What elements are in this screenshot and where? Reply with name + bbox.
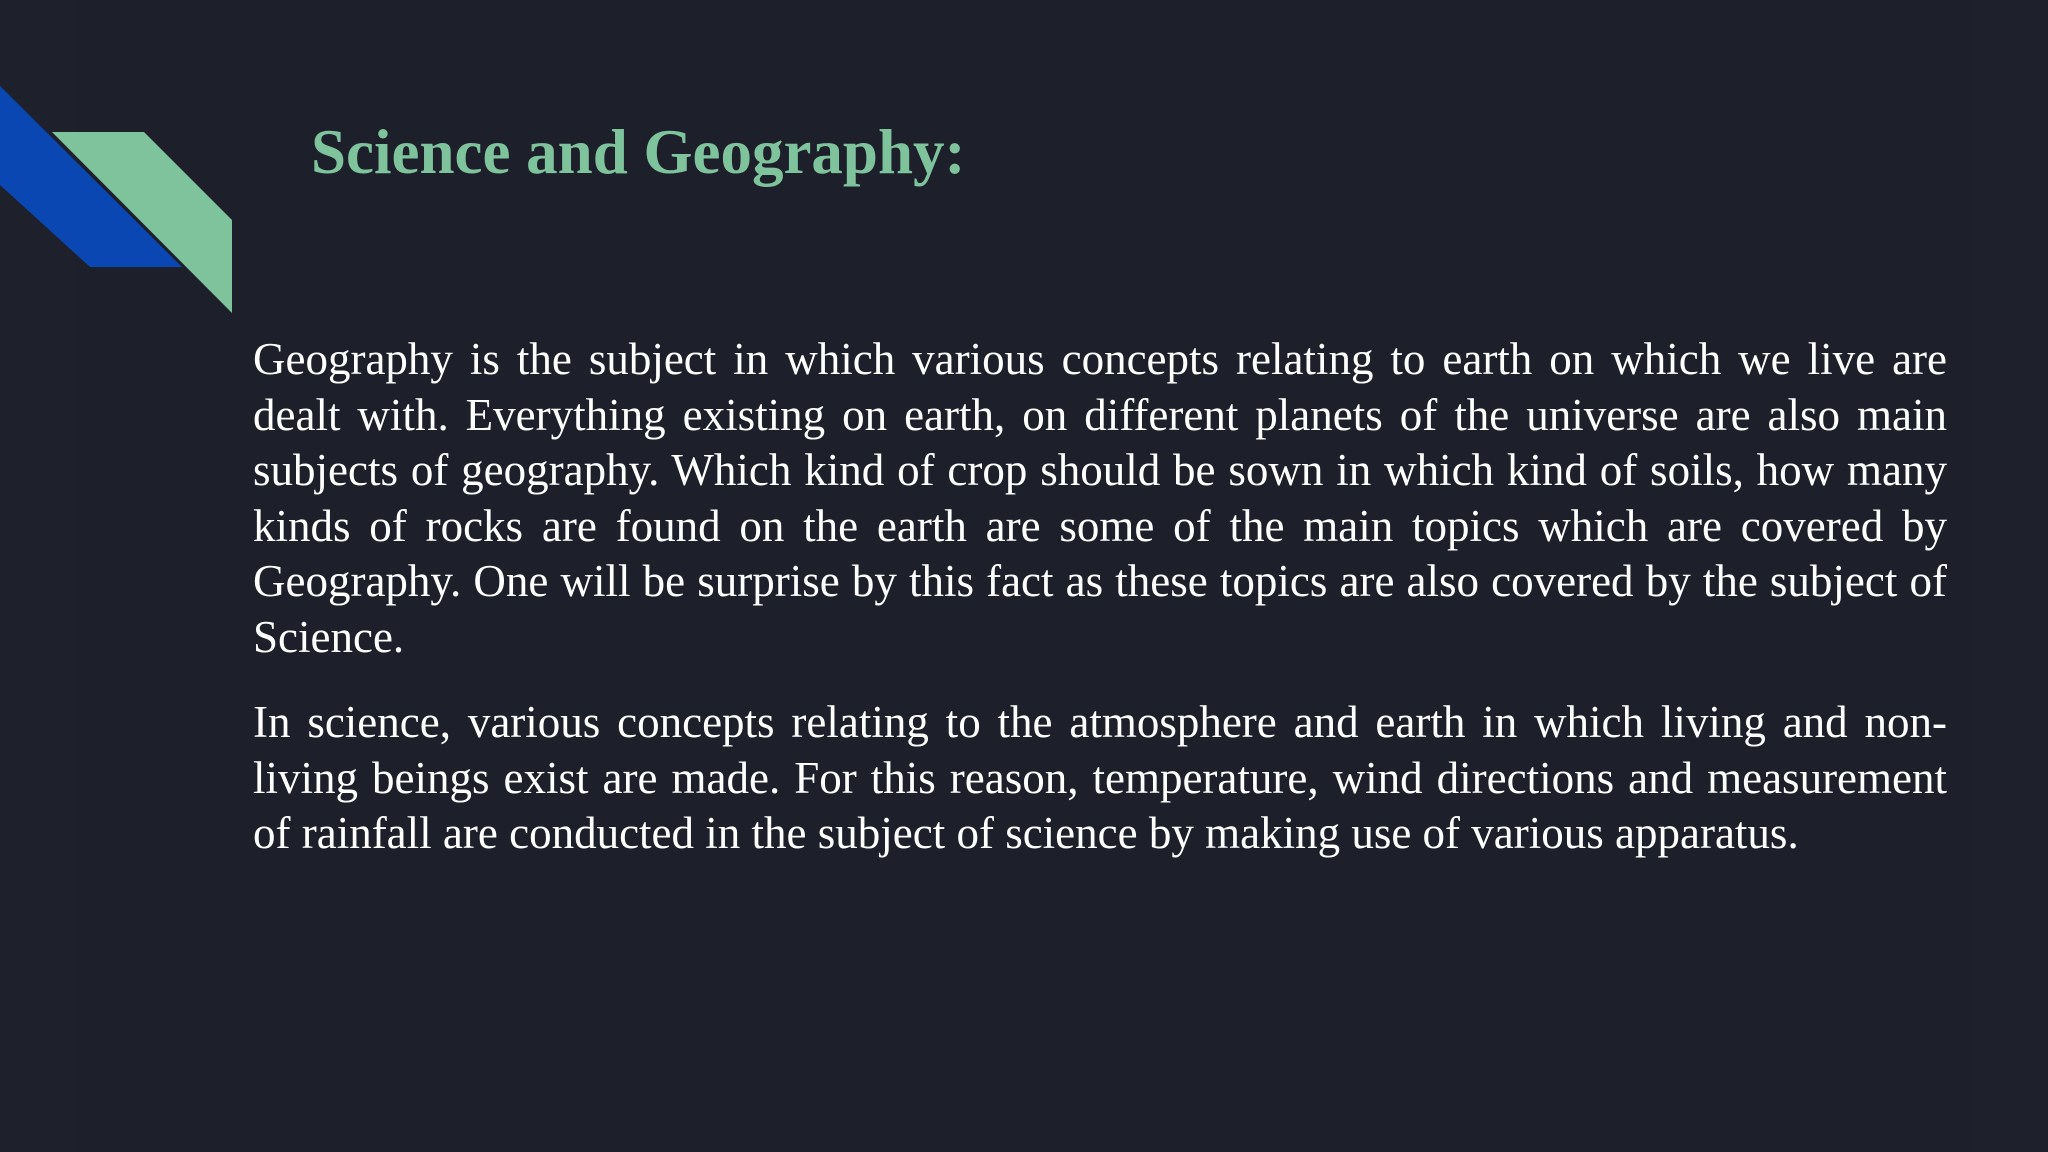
slide-body xyxy=(253,332,1947,892)
slide-title: Science and Geography: xyxy=(311,117,966,187)
paragraph-science: In science, various concepts relating to the atmosphere and earth in which living and non-living beings exist are made. For this reason, temperature, wind directions and measurement of rainfall are conducted in the subject of science by making use of various apparatus. xyxy=(253,697,1947,858)
corner-decoration xyxy=(0,0,240,320)
paragraph-geography: Geography is the subject in which various concepts relating to earth on which we live are dealt with. Everything existing on earth, on different planets of the universe are also main subjects of geography. Which kind of crop should be sown in which kind of soils, how many kinds of rocks are found on the earth are some of the main topics which are covered by Geography. One will be surprise by this fact as these topics are also covered by the subject of Science. xyxy=(253,334,1947,662)
